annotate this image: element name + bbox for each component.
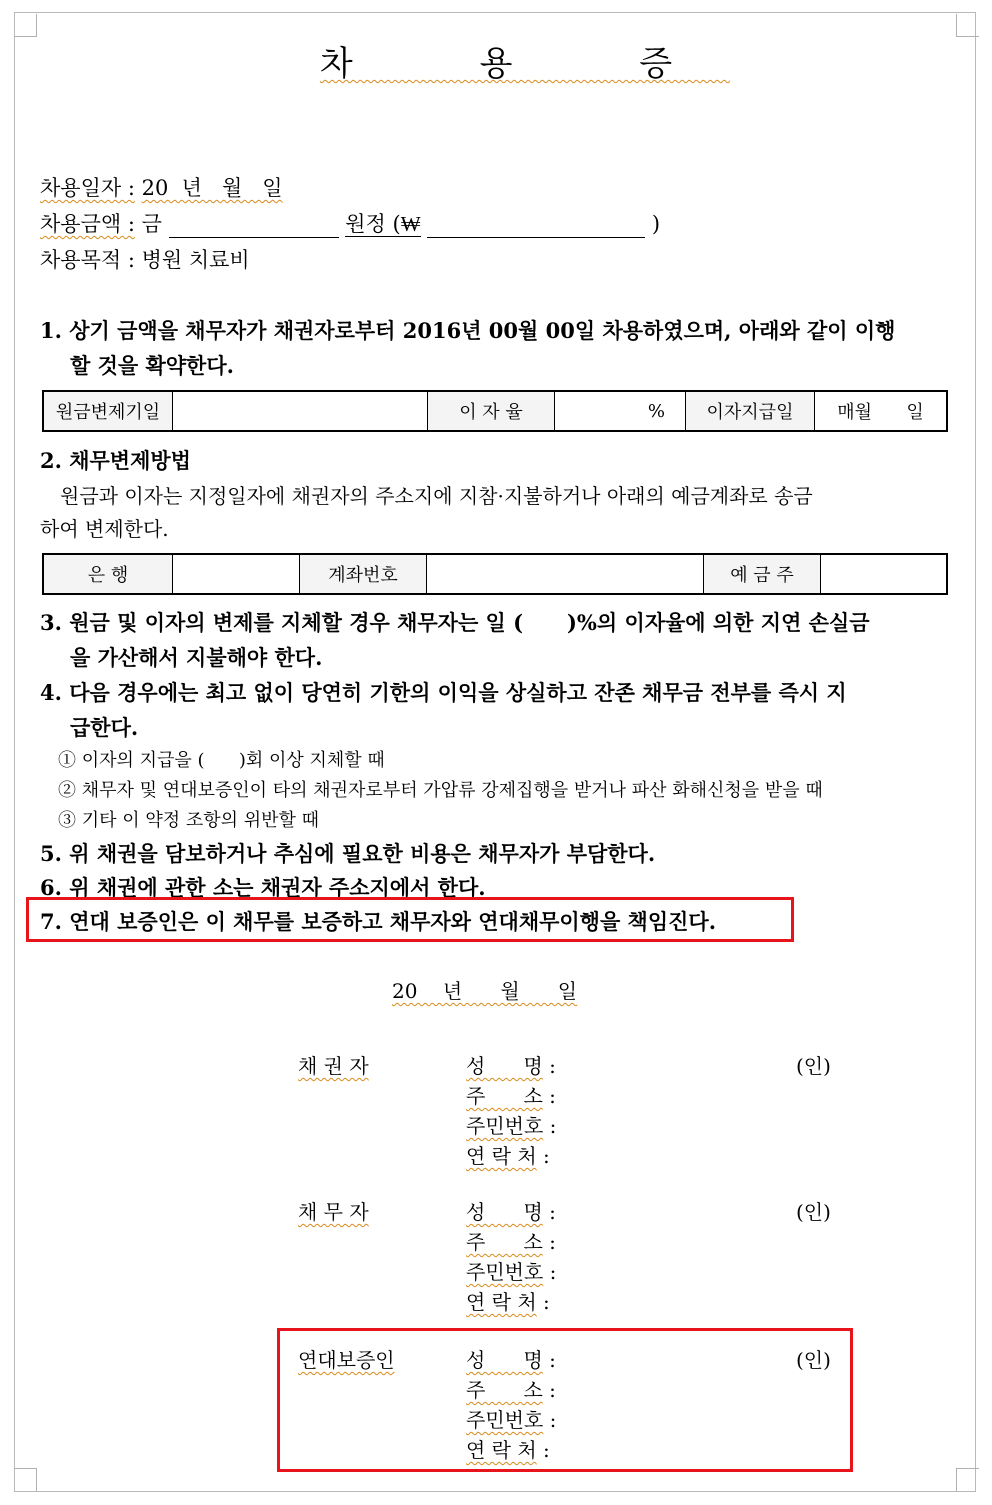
creditor-name-label: 성 명 : [466, 1054, 556, 1078]
borrow-purpose-line [40, 244, 250, 274]
borrow-purpose-label: 차용목적 : [40, 248, 135, 272]
repay-date-cell [173, 391, 428, 431]
clause-7: 7. 연대 보증인은 이 채무를 보증하고 채무자와 연대채무이행을 책임진다. [40, 909, 717, 934]
amount-close: ) [651, 212, 661, 236]
interest-payday-label: 이자지급일 [686, 391, 815, 431]
interest-payday-value: 매월 일 [815, 391, 948, 431]
guarantor-seal: (인) [796, 1348, 831, 1372]
account-number-cell [427, 554, 704, 594]
clause-2-title: 2. 채무변제방법 [40, 448, 191, 473]
clause-3-line-2: 을 가산해서 지불해야 한다. [70, 645, 323, 670]
clause-5: 5. 위 채권을 담보하거나 추심에 필요한 비용은 채무자가 부담한다. [40, 841, 656, 866]
page-corner-mark [956, 1468, 979, 1491]
interest-rate-unit: % [555, 391, 686, 431]
clause-4-line-2: 급한다. [70, 715, 139, 740]
document-title: 차 용 증 [319, 44, 731, 84]
guarantor-role: 연대보증인 [298, 1348, 395, 1372]
page-corner-mark [14, 14, 37, 37]
account-holder-cell [821, 554, 948, 594]
clause-1-line-1: 1. 상기 금액을 채무자가 채권자로부터 2016년 00월 00일 차용하였으며, 아래와 같이 이행 [40, 318, 896, 343]
clause-6: 6. 위 채권에 관한 소는 채권자 주소지에서 한다. [40, 875, 486, 900]
debtor-seal: (인) [796, 1200, 831, 1224]
clause-4-item-1: ① 이자의 지급을 ( )회 이상 지체할 때 [58, 750, 385, 771]
borrow-date-value: 20 년 월 일 [141, 176, 283, 200]
clause-1-line-2: 할 것을 확약한다. [70, 353, 234, 378]
amount-korean-blank [169, 217, 339, 238]
debtor-role: 채 무 자 [298, 1200, 369, 1224]
repayment-terms-table [42, 390, 948, 432]
guarantor-address-label: 주 소 : [466, 1378, 556, 1402]
amount-number-blank [427, 217, 645, 238]
clause-7-highlight-box [26, 897, 794, 942]
interest-rate-label: 이 자 율 [428, 391, 555, 431]
guarantor-contact-label: 연 락 처 : [466, 1438, 550, 1462]
bank-cell [173, 554, 300, 594]
debtor-id-label: 주민번호 : [466, 1260, 557, 1284]
clause-4-item-2: ② 채무자 및 연대보증인이 타의 채권자로부터 가압류 강제집행을 받거나 파산 화해신청을 받을 때 [58, 780, 823, 801]
creditor-role: 채 권 자 [298, 1054, 369, 1078]
creditor-address-label: 주 소 : [466, 1084, 556, 1108]
page-corner-mark [14, 1468, 37, 1491]
amount-prefix: 금 [141, 212, 162, 236]
debtor-name-label: 성 명 : [466, 1200, 556, 1224]
guarantor-id-label: 주민번호 : [466, 1408, 557, 1432]
guarantor-name-label: 성 명 : [466, 1348, 556, 1372]
clause-4-item-3: ③ 기타 이 약정 조항의 위반할 때 [58, 810, 319, 831]
borrow-amount-label: 차용금액 : [40, 212, 135, 236]
signing-date: 20 년 월 일 [392, 979, 578, 1003]
borrow-date-label: 차용일자 : [40, 176, 135, 200]
account-number-label: 계좌번호 [300, 554, 427, 594]
bank-account-table [42, 553, 948, 595]
creditor-contact-label: 연 락 처 : [466, 1144, 550, 1168]
creditor-seal: (인) [796, 1054, 831, 1078]
bank-label: 은 행 [43, 554, 173, 594]
clause-3-line-1: 3. 원금 및 이자의 변제를 지체할 경우 채무자는 일 ( )%의 이자율에 의한 지연 손실금 [40, 610, 870, 635]
debtor-address-label: 주 소 : [466, 1230, 556, 1254]
borrow-amount-line [40, 208, 660, 238]
creditor-id-label: 주민번호 : [466, 1114, 557, 1138]
clause-4-line-1: 4. 다음 경우에는 최고 없이 당연히 기한의 이익을 상실하고 잔존 채무금 전부를 즉시 지 [40, 680, 847, 705]
account-holder-label: 예 금 주 [704, 554, 821, 594]
page-corner-mark [956, 14, 979, 37]
amount-mid: 원정 (₩ [345, 212, 421, 236]
clause-2-line-2: 하여 변제한다. [40, 517, 169, 541]
debtor-contact-label: 연 락 처 : [466, 1290, 550, 1314]
borrow-date-line [40, 172, 283, 202]
borrow-purpose-value: 병원 치료비 [141, 248, 250, 272]
guarantor-highlight-box [277, 1328, 853, 1472]
repay-date-label: 원금변제기일 [43, 391, 173, 431]
clause-2-line-1: 원금과 이자는 지정일자에 채권자의 주소지에 지참·지불하거나 아래의 예금계좌로 송금 [60, 484, 813, 508]
